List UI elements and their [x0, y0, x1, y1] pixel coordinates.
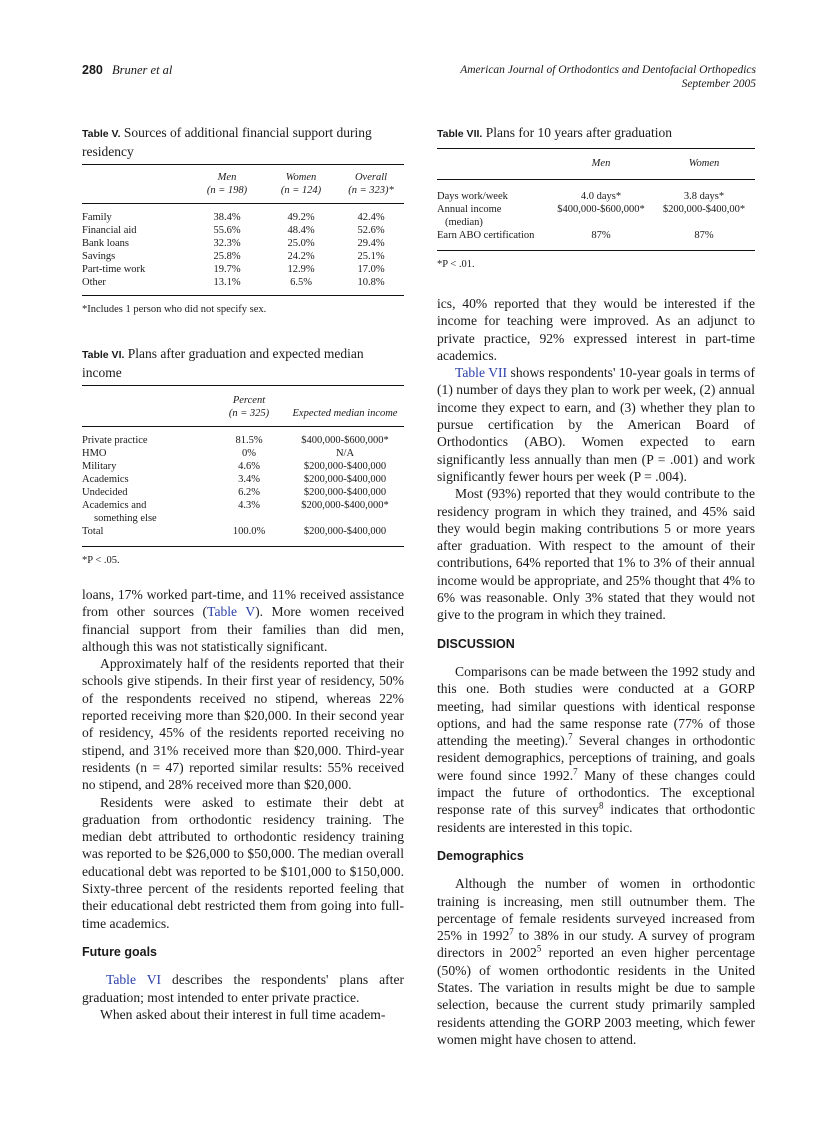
table-row: Private practice 81.5% $400,000-$600,000*	[82, 427, 404, 448]
issue-date: September 2005	[681, 78, 756, 90]
paragraph: loans, 17% worked part-time, and 11% received assistance from other sources (Table V). More women received financial support from their families than did men, although this was not statistically significant.	[82, 587, 404, 654]
table-6	[82, 345, 404, 566]
journal-name: American Journal of Orthodontics and Dentofacial Orthopedics	[460, 64, 756, 76]
table-row: Days work/week 4.0 days* 3.8 days*	[437, 180, 755, 204]
heading-future-goals: Future goals	[82, 944, 158, 959]
table-row: Undecided 6.2% $200,000-$400,000	[82, 487, 387, 498]
t5-n-overall: (n = 323)*	[348, 185, 394, 196]
table-row: Other 13.1% 6.5% 10.8%	[82, 277, 385, 288]
table-5-footnote: *Includes 1 person who did not specify sex.	[82, 304, 267, 315]
citation-ref[interactable]: 7	[568, 731, 573, 742]
paragraph: Approximately half of the residents reported that their schools give stipends. In their first year of residency, 50% of the respondents received no stipend, whereas 22% reported receiving more than $20,000. In their second year of residency, 45% of the residents reported receiving no stipend, and 31% received more than $20,000. Third-year residents (n = 47) reported similar results: 55% received no stipend, and 28% received more than $20,000.	[82, 656, 404, 793]
table-7	[437, 124, 755, 270]
left-column-text	[82, 586, 404, 1023]
table-6-link[interactable]: Table VI	[106, 972, 162, 988]
running-authors: Bruner et al	[111, 63, 173, 77]
table-row: something else	[94, 513, 157, 524]
running-header-left	[82, 63, 172, 78]
citation-ref[interactable]: 7	[573, 766, 578, 777]
table-5-title: Sources of additional financial support during residency	[82, 125, 372, 159]
table-row: (median)	[445, 217, 483, 228]
citation-ref[interactable]: 7	[509, 926, 514, 937]
citation-ref[interactable]: 8	[598, 800, 604, 811]
table-6-title: Plans after graduation and expected median income	[82, 346, 364, 380]
table-row: HMO 0% N/A	[82, 448, 355, 459]
table-row: Family 38.4% 49.2% 42.4%	[82, 204, 404, 225]
paragraph: Most (93%) reported that they would contribute to the residency program in which they trained, and 45% said they would begin making contributions 5 or more years after graduation. With respect to the amount of their contributions, 64% reported that 1% to 3% of their annual income would be appropriate, and 25% thought that 4% to 6% was reasonable. Only 3% stated that they would not give to the program in which they trained.	[437, 486, 755, 623]
t5-n-women: (n = 124)	[280, 185, 322, 196]
citation-ref[interactable]: 5	[536, 943, 542, 954]
table-row: Financial aid 55.6% 48.4% 52.6%	[82, 225, 385, 236]
table-row: Annual income $400,000-$600,000* $200,000-$400,00*	[437, 204, 746, 215]
paragraph: Although the number of women in orthodontic training is increasing, men still outnumber them. The percentage of female residents surveyed increased from 25% in 1992$^7$ to 38% in our study. A survey of program directors in 2002$^5$ reported an even higher percentage (50%) of women orthodontic residents in the United States. The variation in results might be due to sample selection, because the current study primarily sampled residents attending the GORP 2003 meeting, which fewer women might have chosen to attend.	[437, 876, 755, 1047]
table-7-number: Table VII.	[437, 128, 483, 140]
table-row: Part-time work 19.7% 12.9% 17.0%	[82, 264, 385, 275]
table-7-footnote: *P < .01.	[437, 259, 475, 270]
t6-col-percent: Percent	[232, 395, 266, 406]
paragraph: When asked about their interest in full time academ-	[100, 1006, 386, 1022]
page-number: 280	[82, 63, 103, 77]
table-5-number: Table V.	[82, 128, 121, 140]
t5-n-men: (n = 198)	[206, 185, 248, 196]
right-column-text	[437, 295, 755, 1048]
table-row: Academics 3.4% $200,000-$400,000	[82, 474, 387, 485]
table-row: Total 100.0% $200,000-$400,000	[82, 526, 387, 537]
table-row: Academics and 4.3% $200,000-$400,000*	[82, 500, 389, 511]
table-row: Savings 25.8% 24.2% 25.1%	[82, 251, 385, 262]
t5-col-overall: Overall	[354, 172, 388, 183]
t7-col-women: Women	[688, 158, 720, 169]
table-row: Earn ABO certification 87% 87%	[437, 230, 714, 241]
table-6-caption	[82, 345, 404, 381]
table-5-caption	[82, 124, 404, 160]
t6-col-income: Expected median income	[292, 408, 398, 419]
table-7-title: Plans for 10 years after graduation	[485, 125, 673, 140]
paragraph: Comparisons can be made between the 1992 study and this one. Both studies were conducted at a GORP meeting, had similar questions with identical response options, and had the same response rate (77% of those attending the meeting).$^7$ Several changes in orthodontic resident demographics, perceptions of training, and goals were found since 1992.$^7$ Many of these changes could impact the future of orthodontics. The exceptional response rate of this survey$^8$ indicates that orthodontic residents are interested in this topic.	[437, 663, 755, 835]
table-row: Military 4.6% $200,000-$400,000	[82, 461, 387, 472]
paragraph: ics, 40% reported that they would be interested if the income for teaching were improved. As an adjunct to private practice, 92% expressed interest in part-time academics.	[437, 296, 755, 363]
heading-discussion: DISCUSSION	[437, 636, 515, 651]
table-7-link[interactable]: Table VII	[455, 365, 508, 381]
table-6-number: Table VI.	[82, 349, 125, 361]
t5-col-women: Women	[285, 172, 317, 183]
table-6-footnote: *P < .05.	[82, 555, 120, 566]
t6-n-percent: (n = 325)	[228, 408, 270, 419]
paragraph: Residents were asked to estimate their debt at graduation from orthodontic residency training. The median debt attributed to orthodontic residency training was reported to be $26,000 to $50,000. The median overall educational debt was reported to be $101,000 to $150,000. Sixty-three percent of the residents reported feeling that their educational debt restricted them from going into full-time academics.	[82, 794, 404, 931]
t7-col-men: Men	[591, 158, 611, 169]
heading-demographics: Demographics	[437, 848, 524, 863]
table-row: Bank loans 32.3% 25.0% 29.4%	[82, 238, 385, 249]
table-5-link[interactable]: Table V	[207, 604, 256, 620]
table-7-caption	[437, 124, 755, 143]
table-5	[82, 124, 404, 315]
running-header-right	[356, 63, 756, 91]
paragraph: Table VI describes the respondents' plans after graduation; most intended to enter private practice.	[82, 972, 405, 1005]
t5-col-men: Men	[217, 172, 237, 183]
paragraph: Table VII shows respondents' 10-year goals in terms of (1) number of days they plan to work per week, (2) annual income they expect to earn, and (3) whether they plan to pursue certification by the American Board of Orthodontics (ABO). Women expected to earn significantly less annually than men (P = .001) and work significantly fewer hours per week (P = .004).	[437, 365, 755, 484]
